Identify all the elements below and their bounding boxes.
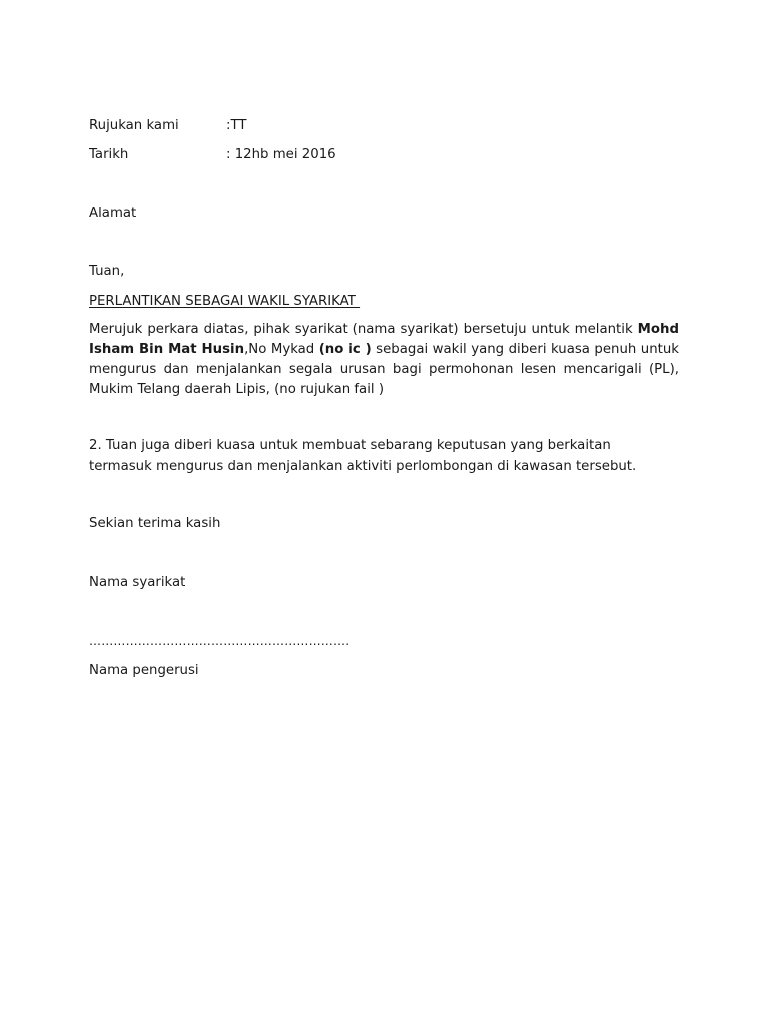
paragraph-2-line-2: termasuk mengurus dan menjalankan aktiviti perlombongan di kawasan tersebut. — [89, 458, 637, 474]
chairman-name: Nama pengerusi — [89, 663, 199, 678]
signature-line: ………………………………………………………. — [89, 634, 350, 648]
paragraph-1-part2: ,No Mykad — [244, 342, 319, 357]
paragraph-1 — [89, 320, 679, 400]
appointee-name: Mohd Isham Bin Mat Husin — [89, 322, 679, 357]
date-value: : 12hb mei 2016 — [226, 147, 336, 162]
date-label: Tarikh — [89, 147, 129, 162]
paragraph-1-part1: Merujuk perkara diatas, pihak syarikat (nama syarikat) bersetuju untuk melantik — [89, 322, 638, 337]
letter-subject: PERLANTIKAN SEBAGAI WAKIL SYARIKAT — [89, 294, 361, 309]
company-name: Nama syarikat — [89, 575, 186, 590]
closing: Sekian terima kasih — [89, 516, 221, 531]
paragraph-1-part3: sebagai wakil yang diberi kuasa penuh untuk mengurus dan menjalankan segala urusan bagi permohonan lesen mencarigali (PL), Mukim Telang daerah Lipis, (no rujukan fail ) — [89, 342, 679, 397]
reference-value: :TT — [226, 118, 247, 133]
paragraph-2 — [89, 436, 689, 477]
ic-number: (no ic ) — [318, 342, 372, 357]
paragraph-2-line-1: 2. Tuan juga diberi kuasa untuk membuat sebarang keputusan yang berkaitan — [89, 438, 611, 453]
address: Alamat — [89, 206, 137, 221]
salutation: Tuan, — [89, 264, 125, 279]
reference-label: Rujukan kami — [89, 118, 179, 133]
